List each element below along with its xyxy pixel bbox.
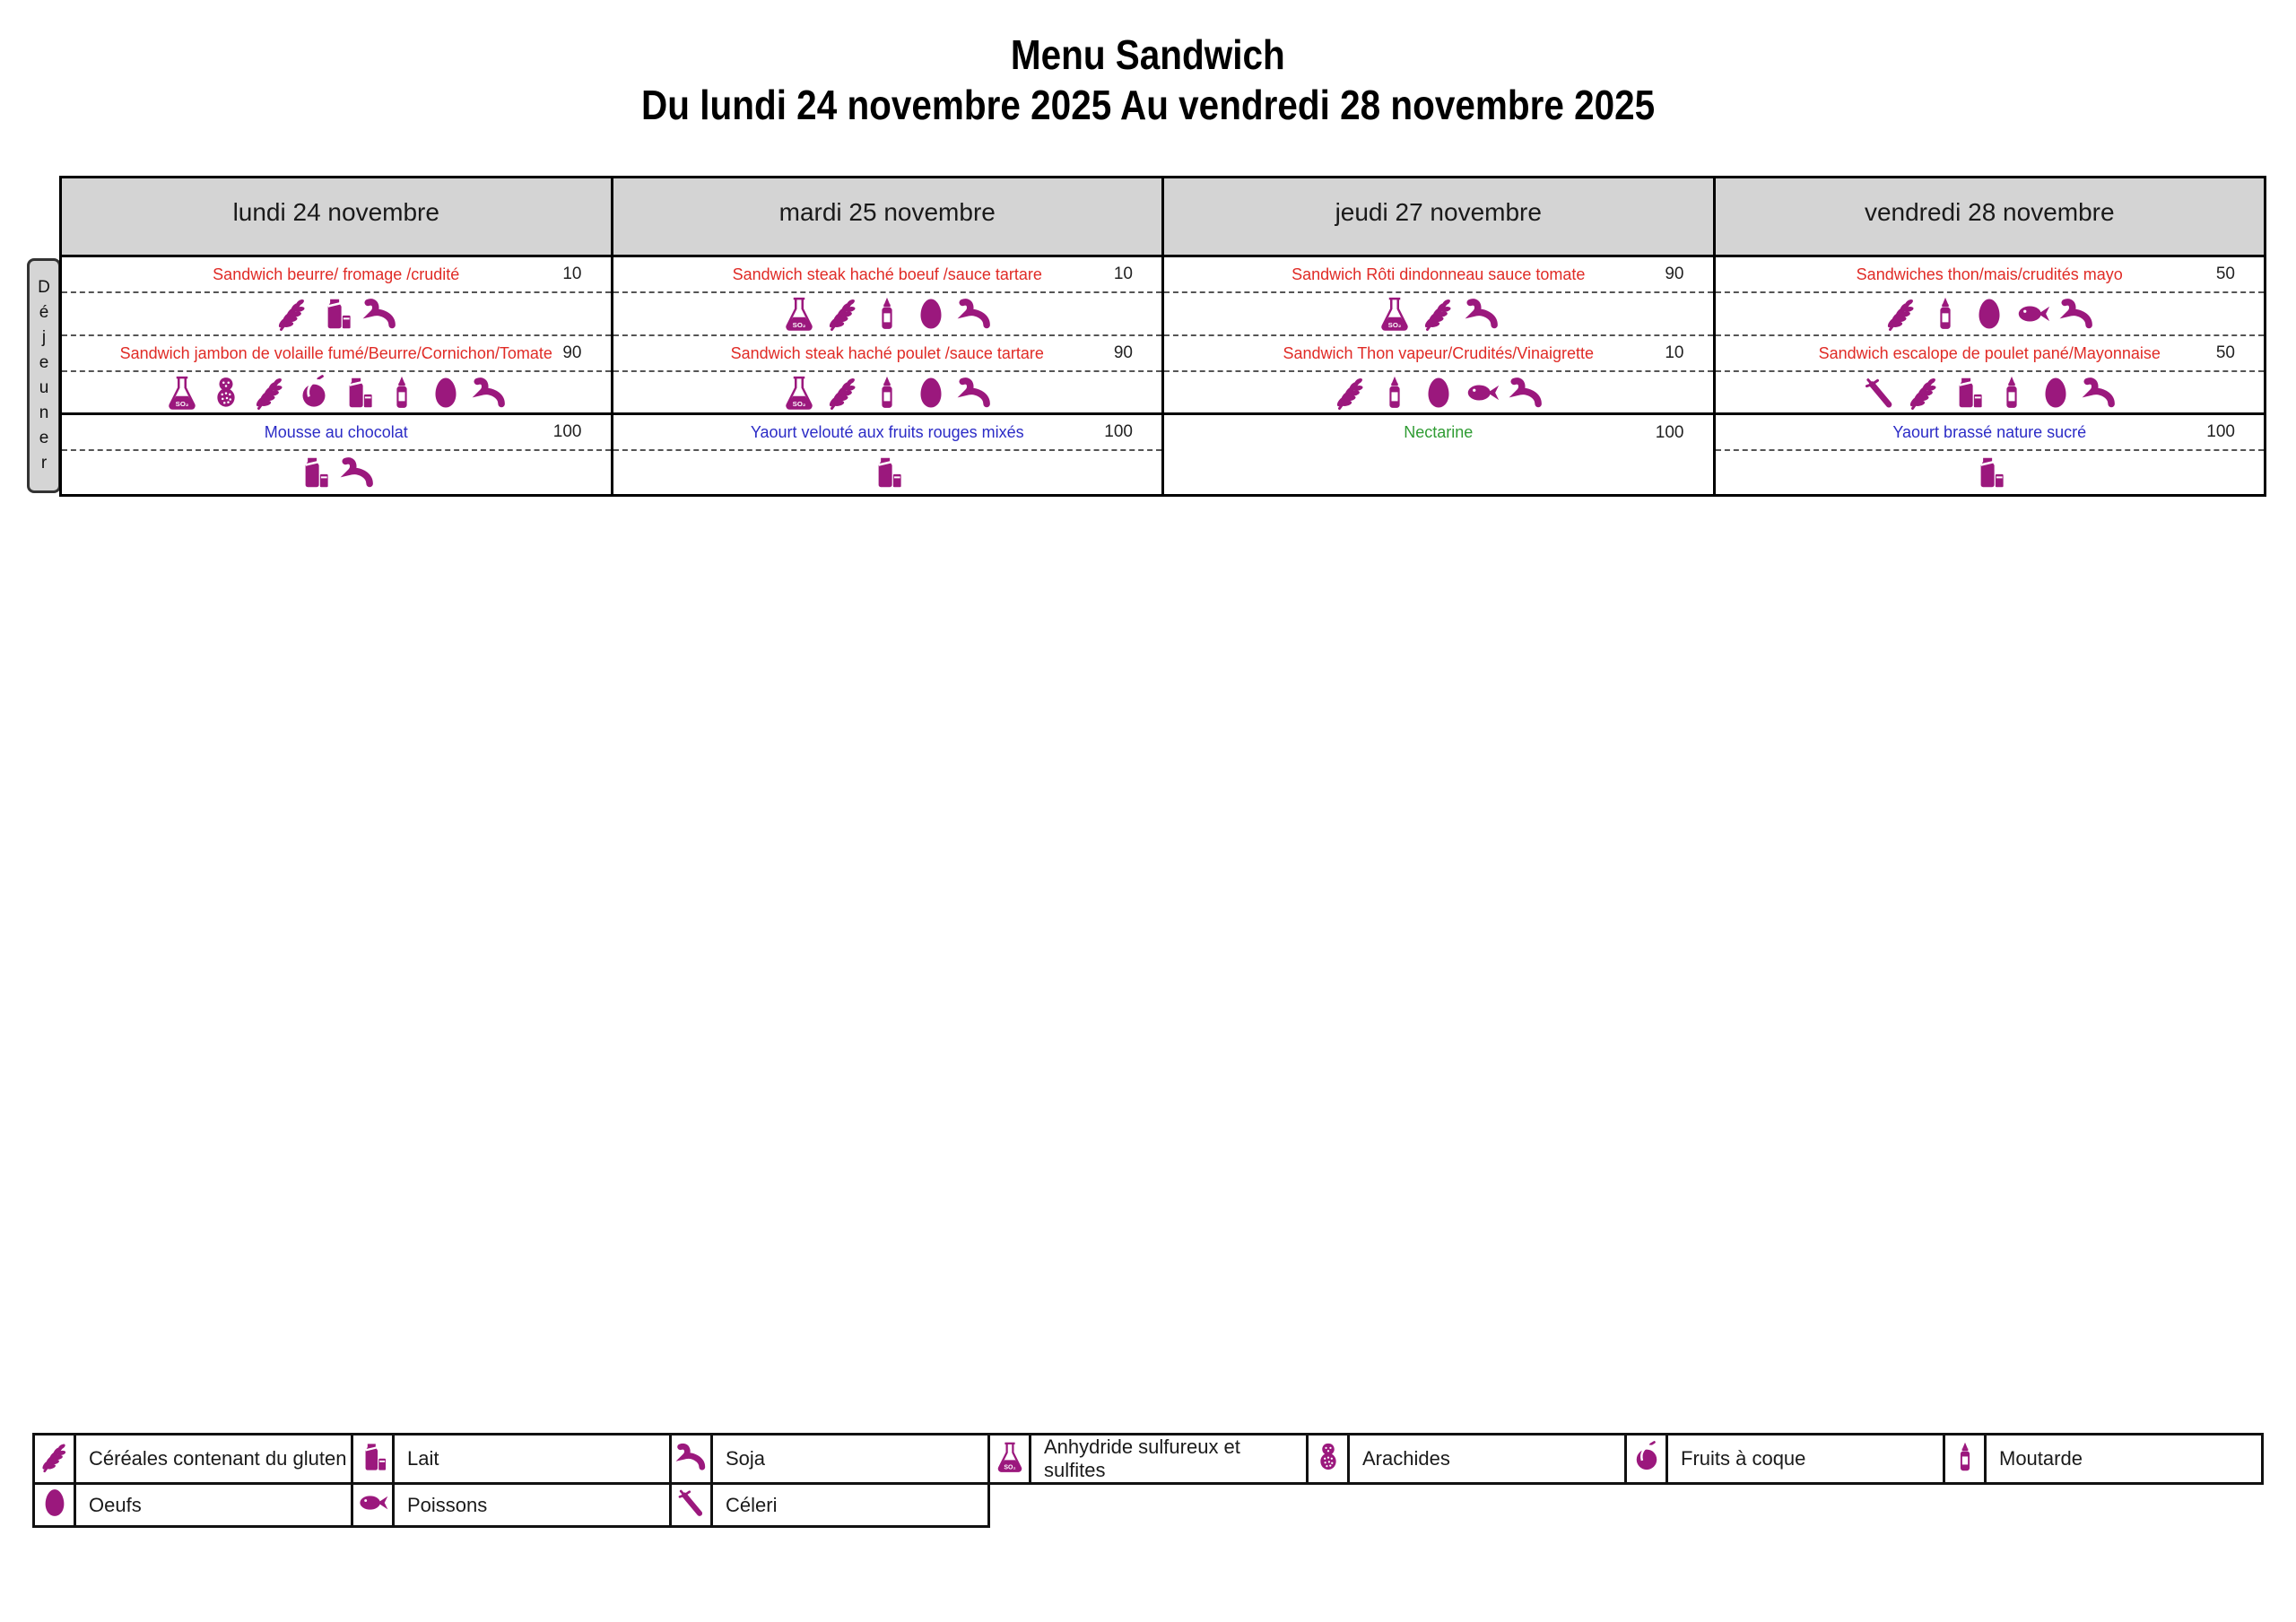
menu-item-label: Sandwich steak haché boeuf /sauce tartare: [732, 265, 1042, 283]
side-label-letter: n: [39, 403, 49, 422]
page-subtitle: Du lundi 24 novembre 2025 Au vendredi 28 novembre 2025: [640, 82, 1656, 128]
moutarde-icon: [869, 296, 905, 332]
menu-item-qty: 10: [1665, 343, 1684, 362]
poissons-icon: [1465, 375, 1500, 411]
soja-icon: [2082, 375, 2118, 411]
gluten-icon: [1906, 375, 1942, 411]
gluten-icon: [39, 1441, 71, 1473]
menu-item-label: Nectarine: [1404, 423, 1474, 441]
moutarde-icon: [1994, 375, 2030, 411]
svg-text:SO₂: SO₂: [1003, 1464, 1016, 1470]
day-header-label: lundi 24 novembre: [232, 198, 439, 226]
gluten-icon: [274, 296, 310, 332]
oeufs-icon: [428, 375, 464, 411]
legend-label: Soja: [712, 1435, 989, 1484]
legend-label: Oeufs: [75, 1484, 352, 1527]
so2-icon: [164, 375, 200, 411]
menu-item-label: Sandwich jambon de volaille fumé/Beurre/Cornichon/Tomate: [119, 343, 552, 362]
allergen-icons-row: [62, 372, 611, 415]
menu-body: [62, 257, 2264, 494]
menu-item-row: [1716, 336, 2265, 372]
day-header-label: vendredi 28 novembre: [1864, 198, 2115, 226]
svg-text:SO₂: SO₂: [792, 321, 806, 329]
arachides-icon: [1312, 1441, 1344, 1473]
day-header-label: mardi 25 novembre: [778, 198, 996, 226]
menu-item-row: [1716, 415, 2265, 451]
oeufs-icon: [1421, 375, 1457, 411]
lait-icon: [318, 296, 354, 332]
oeufs-icon: [913, 375, 949, 411]
so2-icon: [781, 375, 817, 411]
menu-item-row: [1716, 257, 2265, 293]
menu-item-qty: 10: [562, 265, 582, 283]
menu-item-qty: 90: [1113, 343, 1133, 362]
side-label-letter: r: [40, 454, 48, 473]
lait-icon: [1971, 455, 2007, 490]
menu-item-label: Sandwich steak haché poulet /sauce tartare: [730, 343, 1044, 362]
moutarde-icon: [1949, 1441, 1981, 1473]
soja-icon: [2059, 296, 2095, 332]
legend-icon-cell: [34, 1435, 75, 1484]
allergen-icons-row: [613, 451, 1162, 494]
legend-icon-cell: [34, 1484, 75, 1527]
lait-icon: [357, 1441, 389, 1473]
legend-row: [34, 1484, 2263, 1527]
oeufs-icon: [1971, 296, 2007, 332]
soja-icon: [675, 1441, 708, 1473]
menu-item-qty: 10: [1113, 265, 1133, 283]
allergen-icons-row: [1164, 372, 1713, 415]
legend-label: Arachides: [1349, 1435, 1626, 1484]
coque-icon: [1631, 1441, 1663, 1473]
moutarde-icon: [869, 375, 905, 411]
menu-item-label: Sandwich Thon vapeur/Crudités/Vinaigrette: [1283, 343, 1595, 362]
day-header: [1164, 178, 1716, 255]
so2-icon: [994, 1441, 1026, 1473]
svg-text:SO₂: SO₂: [1387, 321, 1402, 329]
soja-icon: [1465, 296, 1500, 332]
menu-table: [59, 176, 2266, 497]
allergen-icons-row: [62, 293, 611, 336]
menu-item-label: Sandwiches thon/mais/crudités mayo: [1856, 265, 2123, 283]
menu-item-row: [613, 257, 1162, 293]
legend-icon-cell: [1626, 1435, 1667, 1484]
legend-icon-cell: [671, 1435, 712, 1484]
allergen-icons-row: [1716, 451, 2265, 494]
legend-icon-cell: [1944, 1435, 1986, 1484]
soja-icon: [340, 455, 376, 490]
legend-row: [34, 1435, 2263, 1484]
celeri-icon: [1862, 375, 1898, 411]
day-column: [613, 257, 1165, 494]
menu-item-label: Mousse au chocolat: [264, 422, 408, 441]
side-label-letter: e: [39, 353, 49, 372]
moutarde-icon: [1927, 296, 1963, 332]
lait-icon: [869, 455, 905, 490]
allergen-icons-row: [1716, 293, 2265, 336]
allergen-icons-row: [613, 293, 1162, 336]
gluten-icon: [825, 375, 861, 411]
soja-icon: [362, 296, 398, 332]
lait-icon: [296, 455, 332, 490]
day-header-label: jeudi 27 novembre: [1335, 198, 1542, 226]
menu-item-row: [1164, 257, 1713, 293]
day-header: [1716, 178, 2265, 255]
so2-icon: [781, 296, 817, 332]
menu-item-row: [62, 257, 611, 293]
menu-item-qty: 90: [1665, 265, 1684, 283]
page-title: Menu Sandwich: [1011, 31, 1285, 78]
gluten-icon: [252, 375, 288, 411]
lait-icon: [1950, 375, 1986, 411]
gluten-icon: [1421, 296, 1457, 332]
menu-item-qty: 100: [552, 422, 582, 441]
meal-side-label: [27, 258, 61, 493]
soja-icon: [957, 375, 993, 411]
legend-label: Moutarde: [1986, 1435, 2263, 1484]
gluten-icon: [1883, 296, 1919, 332]
menu-item-row: [1164, 336, 1713, 372]
menu-item-row: [62, 415, 611, 451]
legend-icon-cell: [352, 1435, 394, 1484]
legend-icon-cell: [989, 1435, 1031, 1484]
oeufs-icon: [39, 1487, 71, 1519]
menu-item-qty: 100: [2206, 422, 2235, 441]
allergen-icons-row: [1164, 293, 1713, 336]
menu-item-label: Sandwich beurre/ fromage /crudité: [213, 265, 460, 283]
legend-label: Fruits à coque: [1667, 1435, 1944, 1484]
moutarde-icon: [1377, 375, 1413, 411]
soja-icon: [957, 296, 993, 332]
legend-label: Anhydride sulfureux et sulfites: [1031, 1435, 1308, 1484]
gluten-icon: [825, 296, 861, 332]
legend-label: Céréales contenant du gluten: [75, 1435, 352, 1484]
poissons-icon: [2015, 296, 2051, 332]
menu-item-label: Yaourt velouté aux fruits rouges mixés: [750, 422, 1024, 441]
menu-item-row: [613, 336, 1162, 372]
side-label-letter: é: [39, 303, 49, 322]
title-block: [0, 30, 2296, 129]
menu-item-label: Sandwich Rôti dindonneau sauce tomate: [1292, 265, 1586, 283]
day-header: [613, 178, 1165, 255]
menu-item-row: [1164, 415, 1713, 494]
side-label-letter: D: [38, 278, 50, 297]
legend-icon-cell: [1308, 1435, 1349, 1484]
lait-icon: [340, 375, 376, 411]
coque-icon: [296, 375, 332, 411]
celeri-icon: [675, 1487, 708, 1519]
menu-item-label: Sandwich escalope de poulet pané/Mayonnaise: [1818, 343, 2161, 362]
menu-item-qty: 50: [2215, 265, 2235, 283]
allergen-icons-row: [62, 451, 611, 494]
side-label-letter: u: [39, 378, 49, 397]
so2-icon: [1377, 296, 1413, 332]
menu-item-qty: 50: [2215, 343, 2235, 362]
soja-icon: [1509, 375, 1544, 411]
svg-text:SO₂: SO₂: [175, 399, 189, 408]
day-column: [1164, 257, 1716, 494]
legend-label: Poissons: [394, 1484, 671, 1527]
allergen-icons-row: [613, 372, 1162, 415]
moutarde-icon: [384, 375, 420, 411]
gluten-icon: [1333, 375, 1369, 411]
menu-item-row: [613, 415, 1162, 451]
side-label-letter: j: [41, 328, 47, 347]
poissons-icon: [357, 1487, 389, 1519]
menu-item-row: [62, 336, 611, 372]
menu-item-qty: 90: [562, 343, 582, 362]
menu-header-row: [62, 178, 2264, 257]
side-label-letter: e: [39, 429, 49, 447]
oeufs-icon: [2038, 375, 2074, 411]
legend-label: Céleri: [712, 1484, 989, 1527]
menu-item-qty: 100: [1655, 423, 1684, 442]
legend-icon-cell: [352, 1484, 394, 1527]
allergen-legend-table: [32, 1433, 2264, 1528]
day-column: [1716, 257, 2265, 494]
arachides-icon: [208, 375, 244, 411]
legend-icon-cell: [671, 1484, 712, 1527]
day-header: [62, 178, 613, 255]
oeufs-icon: [913, 296, 949, 332]
legend-label: Lait: [394, 1435, 671, 1484]
menu-item-qty: 100: [1104, 422, 1133, 441]
soja-icon: [472, 375, 508, 411]
svg-text:SO₂: SO₂: [792, 399, 806, 408]
menu-item-label: Yaourt brassé nature sucré: [1892, 422, 2087, 441]
allergen-icons-row: [1716, 372, 2265, 415]
day-column: [62, 257, 613, 494]
